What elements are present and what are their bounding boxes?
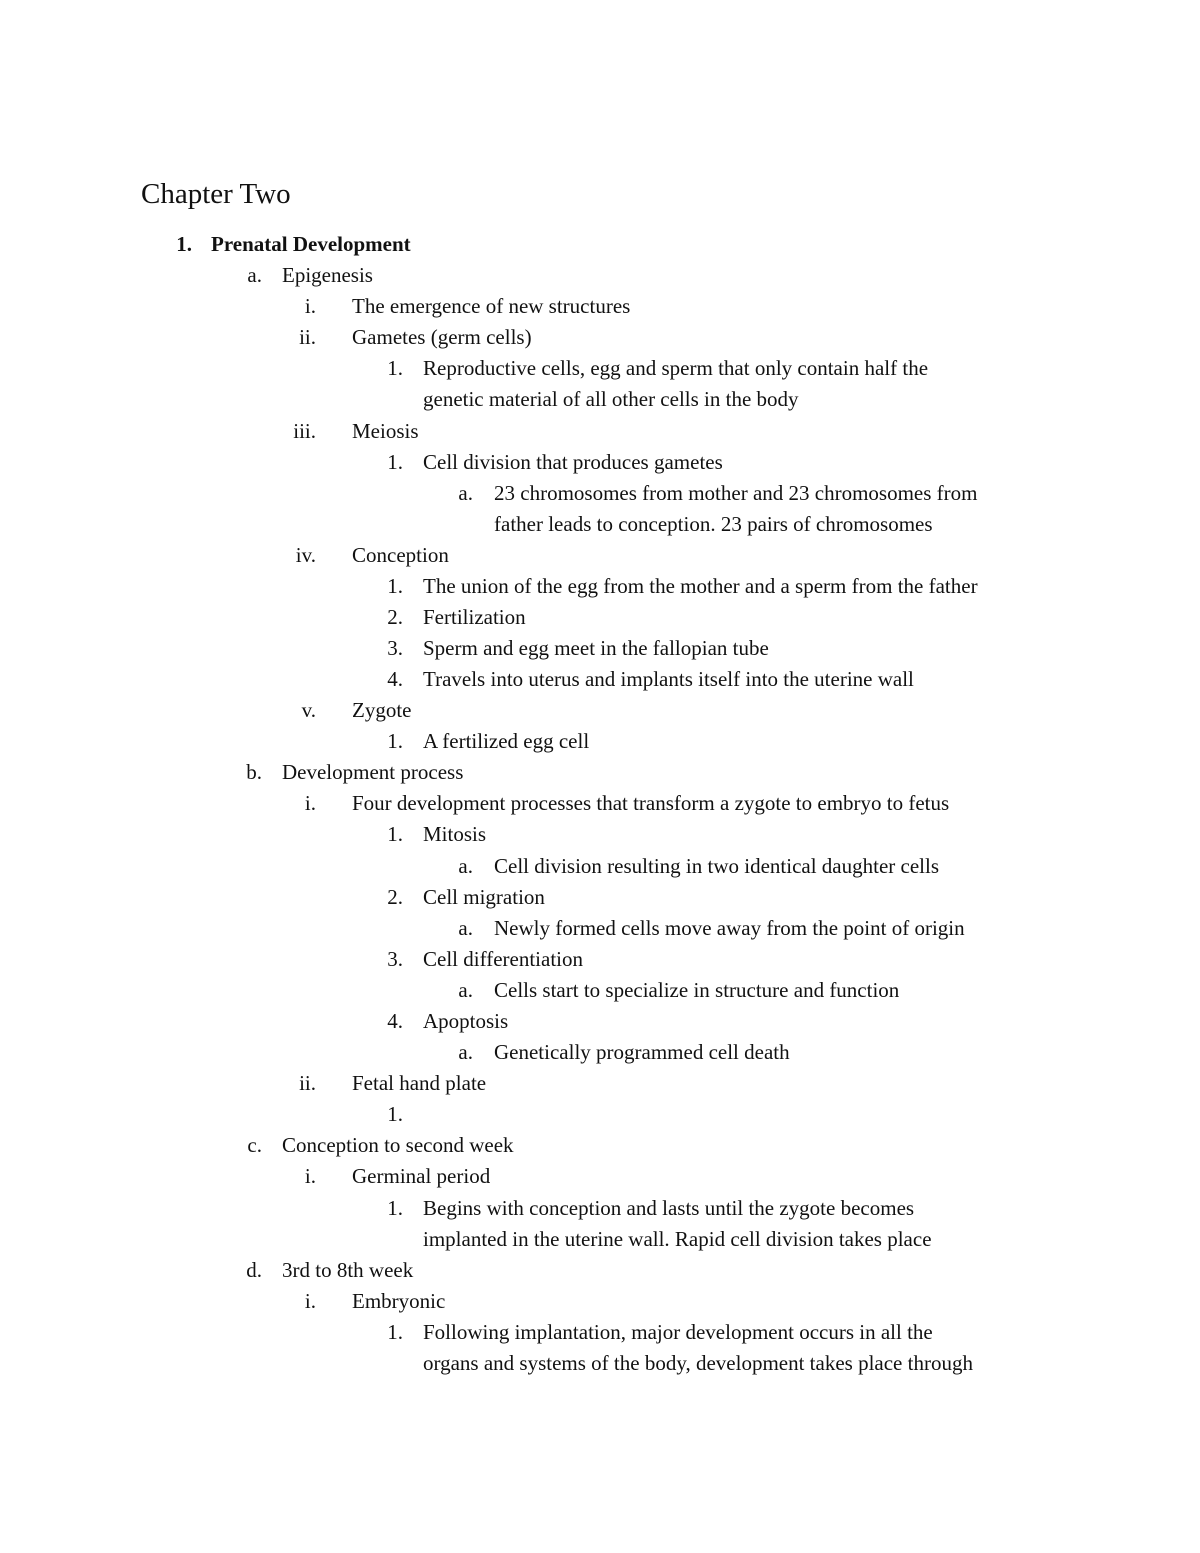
list-marker: a. (458, 916, 473, 940)
list-item (0, 353, 1200, 384)
list-marker: 2. (387, 605, 403, 629)
list-item (0, 416, 1200, 447)
list-item (0, 571, 1200, 602)
list-item (0, 633, 1200, 664)
list-text: Sperm and egg meet in the fallopian tube (423, 636, 769, 660)
list-marker: i. (304, 294, 316, 318)
list-marker: 1. (176, 232, 192, 256)
list-item (0, 1161, 1200, 1192)
list-marker: d. (246, 1258, 262, 1282)
list-marker: i. (304, 791, 316, 815)
list-marker: 1. (387, 450, 403, 474)
list-marker: 3. (387, 947, 403, 971)
list-text: Conception to second week (282, 1133, 514, 1157)
list-item (0, 1068, 1200, 1099)
list-item (0, 1255, 1200, 1286)
list-marker: a. (458, 1040, 473, 1064)
list-marker: v. (301, 698, 316, 722)
list-item (0, 1130, 1200, 1161)
list-marker: c. (247, 1133, 262, 1157)
list-text: Epigenesis (282, 263, 373, 287)
list-text: Cell migration (423, 885, 545, 909)
list-text-continuation: genetic material of all other cells in the body (423, 387, 799, 411)
list-marker: ii. (299, 325, 316, 349)
list-item (0, 664, 1200, 695)
list-marker: 1. (387, 1196, 403, 1220)
list-item (0, 1286, 1200, 1317)
list-marker: 2. (387, 885, 403, 909)
list-text-continuation: organs and systems of the body, development takes place through (423, 1351, 973, 1375)
list-text: Begins with conception and lasts until the zygote becomes (423, 1196, 915, 1220)
list-marker: b. (246, 760, 262, 784)
list-text: Reproductive cells, egg and sperm that only contain half the (423, 356, 929, 380)
list-text: Four development processes that transform a zygote to embryo to fetus (352, 791, 950, 815)
list-item (0, 882, 1200, 913)
list-item (0, 695, 1200, 726)
list-text: Prenatal Development (211, 232, 411, 256)
list-text: Zygote (352, 698, 412, 722)
list-marker: 4. (387, 667, 403, 691)
list-item-continuation (0, 384, 1200, 415)
list-item (0, 540, 1200, 571)
list-marker: 1. (387, 1320, 403, 1344)
list-item-continuation (0, 1348, 1200, 1379)
list-marker: i. (304, 1164, 316, 1188)
list-text-continuation: implanted in the uterine wall. Rapid cell division takes place (423, 1227, 932, 1251)
list-text: The union of the egg from the mother and a sperm from the father (423, 574, 978, 598)
list-item (0, 478, 1200, 509)
list-text: Travels into uterus and implants itself into the uterine wall (423, 667, 914, 691)
list-marker: a. (458, 481, 473, 505)
list-marker: 4. (387, 1009, 403, 1033)
list-item (0, 1317, 1200, 1348)
list-marker: 1. (387, 574, 403, 598)
list-item-continuation (0, 1224, 1200, 1255)
list-text: Cell division resulting in two identical daughter cells (494, 854, 939, 878)
list-text: The emergence of new structures (352, 294, 631, 318)
list-item (0, 1099, 1200, 1130)
page-title: Chapter Two (141, 178, 291, 210)
list-item-continuation (0, 509, 1200, 540)
list-item (0, 819, 1200, 850)
list-text: Cell differentiation (423, 947, 583, 971)
list-item (0, 1193, 1200, 1224)
list-text: Newly formed cells move away from the point of origin (494, 916, 965, 940)
list-marker: iii. (293, 419, 316, 443)
list-item (0, 975, 1200, 1006)
list-text: Meiosis (352, 419, 419, 443)
list-item (0, 851, 1200, 882)
list-item (0, 1037, 1200, 1068)
list-text: Embryonic (352, 1289, 446, 1313)
list-item (0, 602, 1200, 633)
list-text: A fertilized egg cell (423, 729, 590, 753)
list-marker: 1. (387, 356, 403, 380)
list-item (0, 726, 1200, 757)
list-marker: 1. (387, 729, 403, 753)
list-marker: a. (458, 854, 473, 878)
list-marker: i. (304, 1289, 316, 1313)
list-item (0, 1006, 1200, 1037)
list-text: Mitosis (423, 822, 487, 846)
outline-heading (0, 229, 1200, 260)
list-item (0, 913, 1200, 944)
list-text: Development process (282, 760, 464, 784)
list-item (0, 788, 1200, 819)
list-text: Fertilization (423, 605, 526, 629)
list-text: 23 chromosomes from mother and 23 chromosomes from (494, 481, 978, 505)
list-item (0, 322, 1200, 353)
list-item (0, 757, 1200, 788)
list-text: Conception (352, 543, 449, 567)
list-text: Gametes (germ cells) (352, 325, 532, 349)
list-item (0, 447, 1200, 478)
list-text: 3rd to 8th week (282, 1258, 414, 1282)
list-marker: 1. (387, 822, 403, 846)
list-text: Genetically programmed cell death (494, 1040, 790, 1064)
list-marker: a. (458, 978, 473, 1002)
list-item (0, 291, 1200, 322)
list-text: Following implantation, major development occurs in all the (423, 1320, 933, 1344)
list-marker: 3. (387, 636, 403, 660)
list-marker: ii. (299, 1071, 316, 1095)
list-marker: iv. (295, 543, 316, 567)
list-item (0, 944, 1200, 975)
list-marker: a. (247, 263, 262, 287)
list-marker: 1. (387, 1102, 403, 1126)
list-text: Apoptosis (423, 1009, 509, 1033)
list-text: Germinal period (352, 1164, 491, 1188)
list-text: Cell division that produces gametes (423, 450, 723, 474)
list-text: Fetal hand plate (352, 1071, 487, 1095)
list-item (0, 260, 1200, 291)
list-text-continuation: father leads to conception. 23 pairs of chromosomes (494, 512, 933, 536)
list-text: Cells start to specialize in structure and function (494, 978, 900, 1002)
